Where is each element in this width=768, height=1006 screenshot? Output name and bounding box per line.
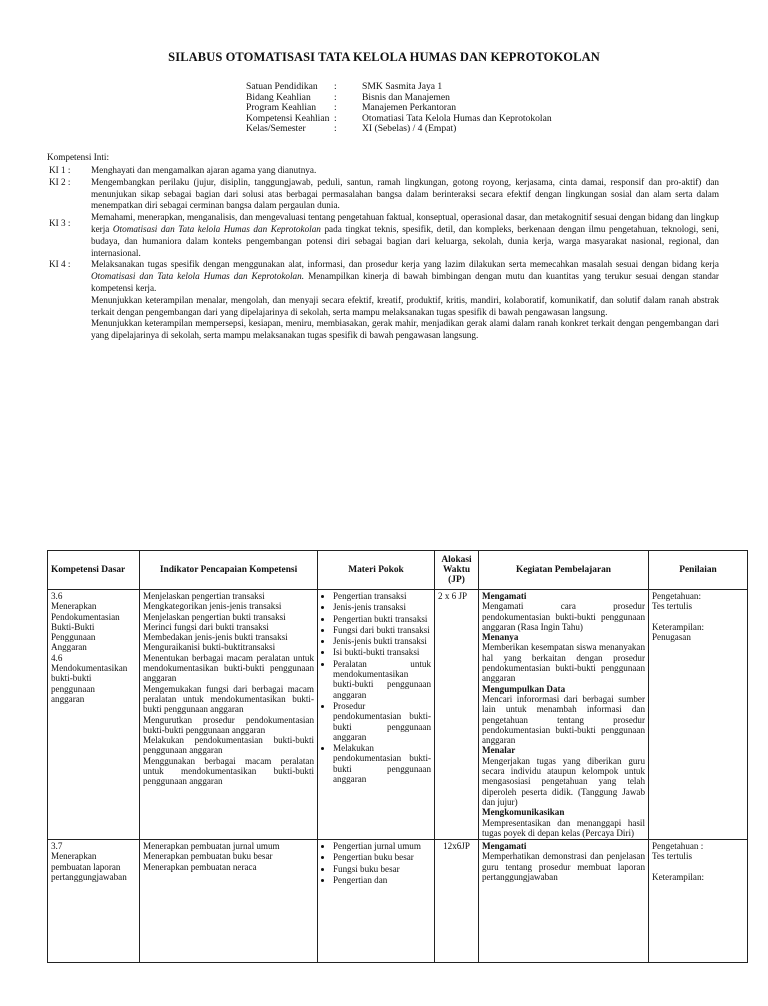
penilaian-line: Tes tertulis (652, 601, 693, 612)
list-item: • Fungsi buku besar (333, 864, 431, 874)
info-label: Satuan Pendidikan (246, 81, 318, 92)
kegiatan-text: Mencari inforormasi dari berbagai sumber lain untuk menambah informasi dan pengetahuan tentang prosedur pendokumentasian bukti-bukti penggunaan anggaran (482, 693, 645, 746)
info-label: Kelas/Semester (246, 123, 306, 135)
header-materi-pokok: Materi Pokok (318, 551, 435, 590)
materi-list (321, 841, 431, 885)
indikator-cell (140, 840, 318, 963)
info-row (246, 82, 552, 93)
ki-2-label: KI 2 : (49, 176, 71, 187)
kd-line: Anggaran (51, 642, 87, 653)
ki-3 (49, 212, 719, 259)
kd-cell (48, 590, 140, 840)
kegiatan-text: Mengerjakan tugas yang diberikan guru secara individu ataupun kelompok untuk mengasosiasi pengetahuan yang telah diperoleh peserta didik. (Tanggung Jawab dan jujur) (482, 755, 645, 807)
info-colon: : (334, 81, 337, 92)
kd-line: Pendokumentasian (51, 611, 120, 622)
header-kegiatan: Kegiatan Pembelajaran (479, 551, 649, 590)
indikator-item: Menguraikanisi bukti-buktitransaksi (143, 642, 276, 653)
indikator-item: Menggunakan berbagai macam peralatan untuk mendokumentasikan bukti-bukti penggunaan anggaran (143, 755, 314, 787)
ki-heading: Kompetensi Inti: (47, 152, 110, 162)
list-item: • Isi bukti-bukti transaksi (333, 647, 431, 657)
list-item: • Jenis-jenis bukti transaksi (333, 636, 431, 646)
ki-4-text (91, 259, 719, 294)
kegiatan-heading: Menalar (482, 745, 516, 756)
header-alokasi-waktu: Alokasi Waktu (JP) (435, 551, 479, 590)
ki-3-text-a: Memahami, menerapkan, menganalisis, dan mengevaluasi tentang pengetahuan faktual, konseptual, operasional dasar, dan metakognitif sesuai dengan bidang dan lingkup kerja (91, 212, 719, 234)
info-value: XI (Sebelas) / 4 (Empat) (362, 123, 457, 135)
ki-1-label: KI 1 : (49, 165, 71, 175)
list-item: • Pengertian jurnal umum (333, 841, 431, 851)
alokasi-cell: 12x6JP (435, 840, 479, 963)
page-title: SILABUS OTOMATISASI TATA KELOLA HUMAS DAN KEPROTOKOLAN (168, 50, 600, 64)
syllabus-table (47, 550, 748, 963)
kegiatan-heading: Mengamati (482, 591, 527, 601)
ki-2 (49, 177, 719, 212)
indikator-item: Menjelaskan pengertian bukti transaksi (143, 611, 286, 622)
list-item: • Prosedur pendokumentasian bukti-bukti penggunaan anggaran (333, 701, 431, 742)
penilaian-spacer (652, 612, 744, 622)
ki-3-text-italic: Otomatisasi dan Tata kelola Humas dan Keprotokolan (112, 223, 321, 234)
list-item: • Melakukan pendokumentasian bukti-bukti penggunaan anggaran (333, 743, 431, 784)
kd-line: pembuatan laporan (51, 861, 121, 872)
ki-1-text: Menghayati dan mengamalkan ajaran agama yang dianutnya. (91, 165, 317, 175)
penilaian-line: Keterampilan: (652, 621, 705, 632)
table-row (48, 590, 748, 840)
list-item: • Pengertian buku besar (333, 852, 431, 862)
indikator-item: Membedakan jenis-jenis bukti transaksi (143, 632, 288, 643)
kegiatan-text: Mempresentasikan dan menanggapi hasil tugas poyek di depan kelas (Percaya Diri) (482, 817, 645, 838)
header-penilaian: Penilaian (649, 551, 748, 590)
list-item: • Jenis-jenis transaksi (333, 602, 431, 612)
kd-cell (48, 840, 140, 963)
ki-4-paragraph-2: Menunjukkan keterampilan menalar, mengolah, dan menyaji secara efektif, kreatif, produktif, kritis, mandiri, kolaboratif, komunikatif, dan solutif dalam ranah abstrak terkait dengan pengembangan dari yang dipelajarinya di sekolah, serta mampu melaksanakan tugas spesifik di bawah pengawasan langsung. (91, 294, 719, 317)
penilaian-line: Tes tertulis (652, 851, 693, 862)
indikator-item: Menentukan berbagai macam peralatan untuk mendokumentasikan bukti-bukti penggunaan anggaran (143, 652, 314, 684)
kd-line: penggunaan (51, 683, 95, 694)
info-row (246, 124, 552, 135)
alokasi-cell: 2 x 6 JP (435, 590, 479, 840)
penilaian-cell (649, 590, 748, 840)
kd-line: 4.6 (51, 652, 63, 663)
list-item: • Fungsi dari bukti transaksi (333, 625, 431, 635)
indikator-cell (140, 590, 318, 840)
kd-line: anggaran (51, 693, 85, 704)
info-value: Bisnis dan Manajemen (362, 91, 450, 103)
kegiatan-heading: Menanya (482, 632, 519, 643)
penilaian-spacer (652, 862, 744, 872)
kd-line: Bukti-Bukti (51, 621, 95, 632)
indikator-item: Menerapkan pembuatan buku besar (143, 851, 273, 862)
list-item: • Peralatan untuk mendokumentasikan bukti-bukti penggunaan anggaran (333, 659, 431, 700)
penilaian-cell (649, 840, 748, 963)
ki-4-paragraph-3: Menunjukkan keterampilan mempersepsi, kesiapan, meniru, membiasakan, gerak mahir, menjadikan gerak alami dalam ranah konkret terkait dengan pengembangan dari yang dipelajarinya di sekolah, serta mampu melaksanakan tugas spesifik di bawah pengawasan langsung. (91, 318, 719, 341)
ki-2-text: Mengembangkan perilaku (jujur, disiplin, tanggungjawab, peduli, santun, ramah lingkungan, gotong royong, kerjasama, cinta damai, responsif dan pro-aktif) dan menunjukan sikap sebagai bagian dari solusi atas berbagai permasalahan bangsa dalam berinteraksi secara efektif dengan lingkungan sosial dan alam serta dalam menempatkan diri sebagai cerminan bangsa dalam pergaulan dunia. (91, 176, 719, 211)
kegiatan-heading: Mengumpulkan Data (482, 683, 566, 694)
kegiatan-heading: Mengkomunikasikan (482, 807, 565, 818)
info-value: Manajemen Perkantoran (362, 102, 457, 114)
penilaian-line: Pengetahuan: (652, 591, 701, 601)
indikator-item: Mengkategorikan jenis-jenis transaksi (143, 601, 282, 612)
ki-4-text-italic: Otomatisasi dan Tata kelola Humas dan Keprotokolan. (91, 271, 305, 282)
info-label: Program Keahlian (246, 102, 317, 114)
kd-line: 3.6 (51, 591, 63, 601)
kd-line: Mendokumentasikan (51, 663, 128, 674)
kd-line: Menerapkan (51, 601, 97, 612)
info-value: Otomatiasi Tata Kelola Humas dan Keprotokolan (362, 112, 552, 124)
kegiatan-cell (479, 590, 649, 840)
kegiatan-heading: Mengamati (482, 841, 527, 852)
indikator-item: Menerapkan pembuatan neraca (143, 861, 257, 872)
materi-cell (318, 840, 435, 963)
kd-line: Penggunaan (51, 632, 96, 643)
kegiatan-text: Memperhatikan demonstrasi dan penjelasan guru tentang prosedur membuat laporan pertanggungjawaban (482, 851, 645, 883)
list-item: • Pengertian transaksi (333, 591, 431, 601)
ki-4-text-a: Melaksanakan tugas spesifik dengan menggunakan alat, informasi, dan prosedur kerja yang lazim dilakukan serta memecahkan masalah sesuai dengan bidang kerja (91, 259, 719, 270)
indikator-item: Menerapkan pembuatan jurnal umum (143, 841, 280, 852)
ki-3-text (91, 212, 719, 259)
info-label: Kompetensi Keahlian (246, 112, 330, 124)
penilaian-line: Keterampilan: (652, 871, 705, 882)
info-label: Bidang Keahlian (246, 91, 311, 103)
ki-block (49, 165, 719, 342)
ki-3-label: KI 3 : (49, 218, 71, 229)
info-colon: : (334, 112, 337, 124)
ki-4-label: KI 4 : (49, 259, 71, 270)
list-item: • Pengertian dan (333, 875, 431, 885)
info-colon: : (334, 91, 337, 103)
kegiatan-text: Memberikan kesempatan siswa menanyakan hal yang berkaitan dengan prosedur pendokumentasian bukti-bukti penggunaan anggaran (482, 642, 645, 684)
info-colon: : (334, 123, 337, 135)
ki-1 (49, 165, 719, 177)
table-header-row (48, 551, 748, 590)
table-row (48, 840, 748, 963)
header-kompetensi-dasar: Kompetensi Dasar (48, 551, 140, 590)
kd-line: 3.7 (51, 841, 63, 852)
indikator-item: Mengurutkan prosedur pendokumentasian bukti-bukti penggunaan anggaran (143, 714, 314, 735)
kegiatan-cell (479, 840, 649, 963)
info-block (246, 82, 552, 135)
ki-4-text-b: Menampilkan kinerja di bawah bimbingan dengan mutu dan kuantitas yang terukur sesuai dengan standar kompetensi kerja. (91, 271, 719, 293)
materi-cell (318, 590, 435, 840)
kd-line: bukti-bukti (51, 673, 92, 684)
header-indikator: Indikator Pencapaian Kompetensi (140, 551, 318, 590)
indikator-item: Menjelaskan pengertian transaksi (143, 591, 265, 601)
list-item: • Pengertian bukti transaksi (333, 614, 431, 624)
indikator-item: Melakukan pendokumentasian bukti-bukti penggunaan anggaran (143, 735, 314, 756)
ki-4 (49, 259, 719, 342)
ki-3-text-b: pada tingkat teknis, spesifik, detil, dan kompleks, berkenaan dengan ilmu pengetahuan, teknologi, seni, budaya, dan humaniora dalam konteks pengembangan potensi diri sebagai bagian dari keluarga, sekolah, dunia kerja, warga masyarakat nasional, regional, dan internasional. (91, 223, 719, 258)
penilaian-line: Pengetahuan : (652, 841, 704, 852)
materi-list (321, 591, 431, 784)
kegiatan-text: Mengamati cara prosedur pendokumentasian bukti-bukti penggunaan anggaran (Rasa Ingin Tahu) (482, 601, 645, 632)
indikator-item: Mengemukakan fungsi dari berbagai macam peralatan untuk mendokumentasikan bukti-bukti penggunaan anggaran (143, 683, 314, 715)
penilaian-line: Penugasan (652, 631, 691, 642)
kd-line: Menerapkan (51, 851, 97, 862)
kd-line: pertanggungjawaban (51, 872, 127, 883)
info-value: SMK Sasmita Jaya 1 (362, 81, 443, 92)
info-colon: : (334, 102, 337, 114)
indikator-item: Merinci fungsi dari bukti transaksi (143, 621, 269, 632)
